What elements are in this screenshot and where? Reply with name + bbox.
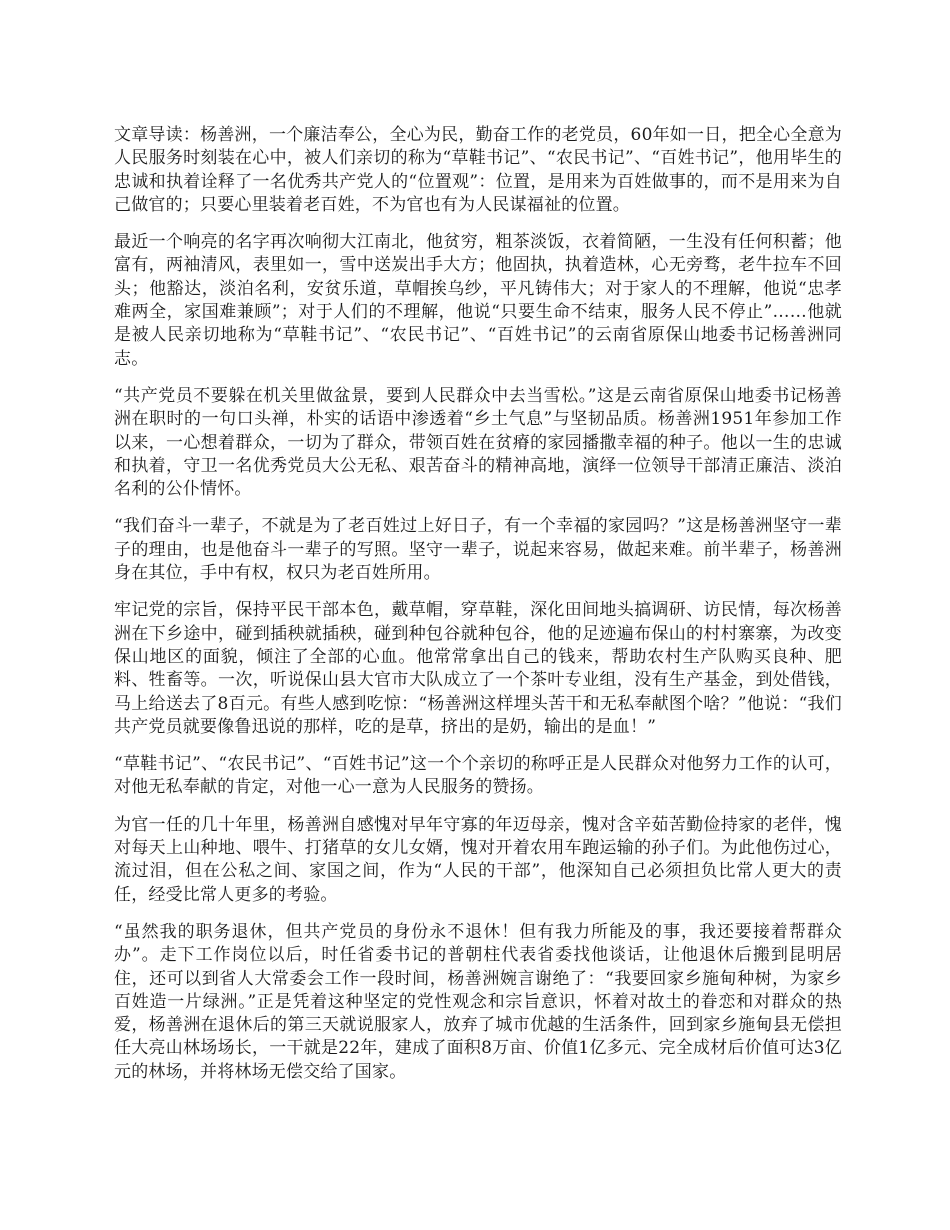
paragraph-intro: 文章导读：杨善洲，一个廉洁奉公，全心为民，勤奋工作的老党员，60年如一日，把全心全意为人民服务时刻装在心中，被人们亲切的称为“草鞋书记”、“农民书记”、“百姓书记”，他用毕生的忠诚和执着诠释了一名优秀共产党人的“位置观”：位置，是用来为百姓做事的，而不是用来为自己做官的；只要心里装着老百姓，不为官也有为人民谋福祉的位置。	[114, 125, 842, 215]
document-body	[114, 124, 842, 1098]
paragraph-5: 牢记党的宗旨，保持平民干部本色，戴草帽，穿草鞋，深化田间地头搞调研、访民情，每次杨善洲在下乡途中，碰到插秧就插秧，碰到种包谷就种包谷，他的足迹遍布保山的村村寨寨，为改变保山地区的面貌，倾注了全部的心血。他常常拿出自己的钱来，帮助农村生产队购买良种、肥料、牲畜等。一次，听说保山县大官市大队成立了一个茶叶专业组，没有生产基金，到处借钱，马上给送去了8百元。有些人感到吃惊：“杨善洲这样埋头苦干和无私奉献图个啥？”他说：“我们共产党员就要像鲁迅说的那样，吃的是草，挤出的是奶，输出的是血！”	[114, 600, 842, 737]
paragraph-6: “草鞋书记”、“农民书记”、“百姓书记”这一个个亲切的称呼正是人民群众对他努力工作的认可，对他无私奉献的肯定，对他一心一意为人民服务的赞扬。	[114, 754, 842, 798]
paragraph-8: “虽然我的职务退休，但共产党员的身份永不退休！但有我力所能及的事，我还要接着帮群众办”。走下工作岗位以后，时任省委书记的普朝柱代表省委找他谈话，让他退休后搬到昆明居住，还可以到省人大常委会工作一段时间，杨善洲婉言谢绝了：“我要回家乡施甸种树，为家乡百姓造一片绿洲。”正是凭着这种坚定的党性观念和宗旨意识，怀着对故土的眷恋和对群众的热爱，杨善洲在退休后的第三天就说服家人，放弃了城市优越的生活条件，回到家乡施甸县无偿担任大亮山林场场长，一干就是22年，建成了面积8万亩、价值1亿多元、完全成材后价值可达3亿元的林场，并将林场无偿交给了国家。	[114, 921, 842, 1082]
paragraph-2: 最近一个响亮的名字再次响彻大江南北，他贫穷，粗茶淡饭，衣着简陋，一生没有任何积蓄；他富有，两袖清风，表里如一，雪中送炭出手大方；他固执，执着造林，心无旁骛，老牛拉车不回头；他豁达，淡泊名利，安贫乐道，草帽挨乌纱，平凡铸伟大；对于家人的不理解，他说“忠孝难两全，家国难兼顾”；对于人们的不理解，他说“只要生命不结束，服务人民不停止”……他就是被人民亲切地称为“草鞋书记”、“农民书记”、“百姓书记”的云南省原保山地委书记杨善洲同志。	[114, 232, 842, 369]
paragraph-3: “共产党员不要躲在机关里做盆景，要到人民群众中去当雪松。”这是云南省原保山地委书记杨善洲在职时的一句口头禅，朴实的话语中渗透着“乡土气息”与坚韧品质。杨善洲1951年参加工作以来，一心想着群众，一切为了群众，带领百姓在贫瘠的家园播撒幸福的种子。他以一生的忠诚和执着，守卫一名优秀党员大公无私、艰苦奋斗的精神高地，演绎一位领导干部清正廉洁、淡泊名利的公仆情怀。	[114, 385, 842, 500]
paragraph-4: “我们奋斗一辈子，不就是为了老百姓过上好日子，有一个幸福的家园吗？”这是杨善洲坚守一辈子的理由，也是他奋斗一辈子的写照。坚守一辈子，说起来容易，做起来难。前半辈子，杨善洲身在其位，手中有权，权只为老百姓所用。	[114, 516, 842, 584]
paragraph-7: 为官一任的几十年里，杨善洲自感愧对早年守寡的年迈母亲，愧对含辛茹苦勤俭持家的老伴，愧对每天上山种地、喂牛、打猪草的女儿女婿，愧对开着农用车跑运输的孙子们。为此他伤过心，流过泪，但在公私之间、家国之间，作为“人民的干部”，他深知自己必须担负比常人更大的责任，经受比常人更多的考验。	[114, 814, 842, 905]
